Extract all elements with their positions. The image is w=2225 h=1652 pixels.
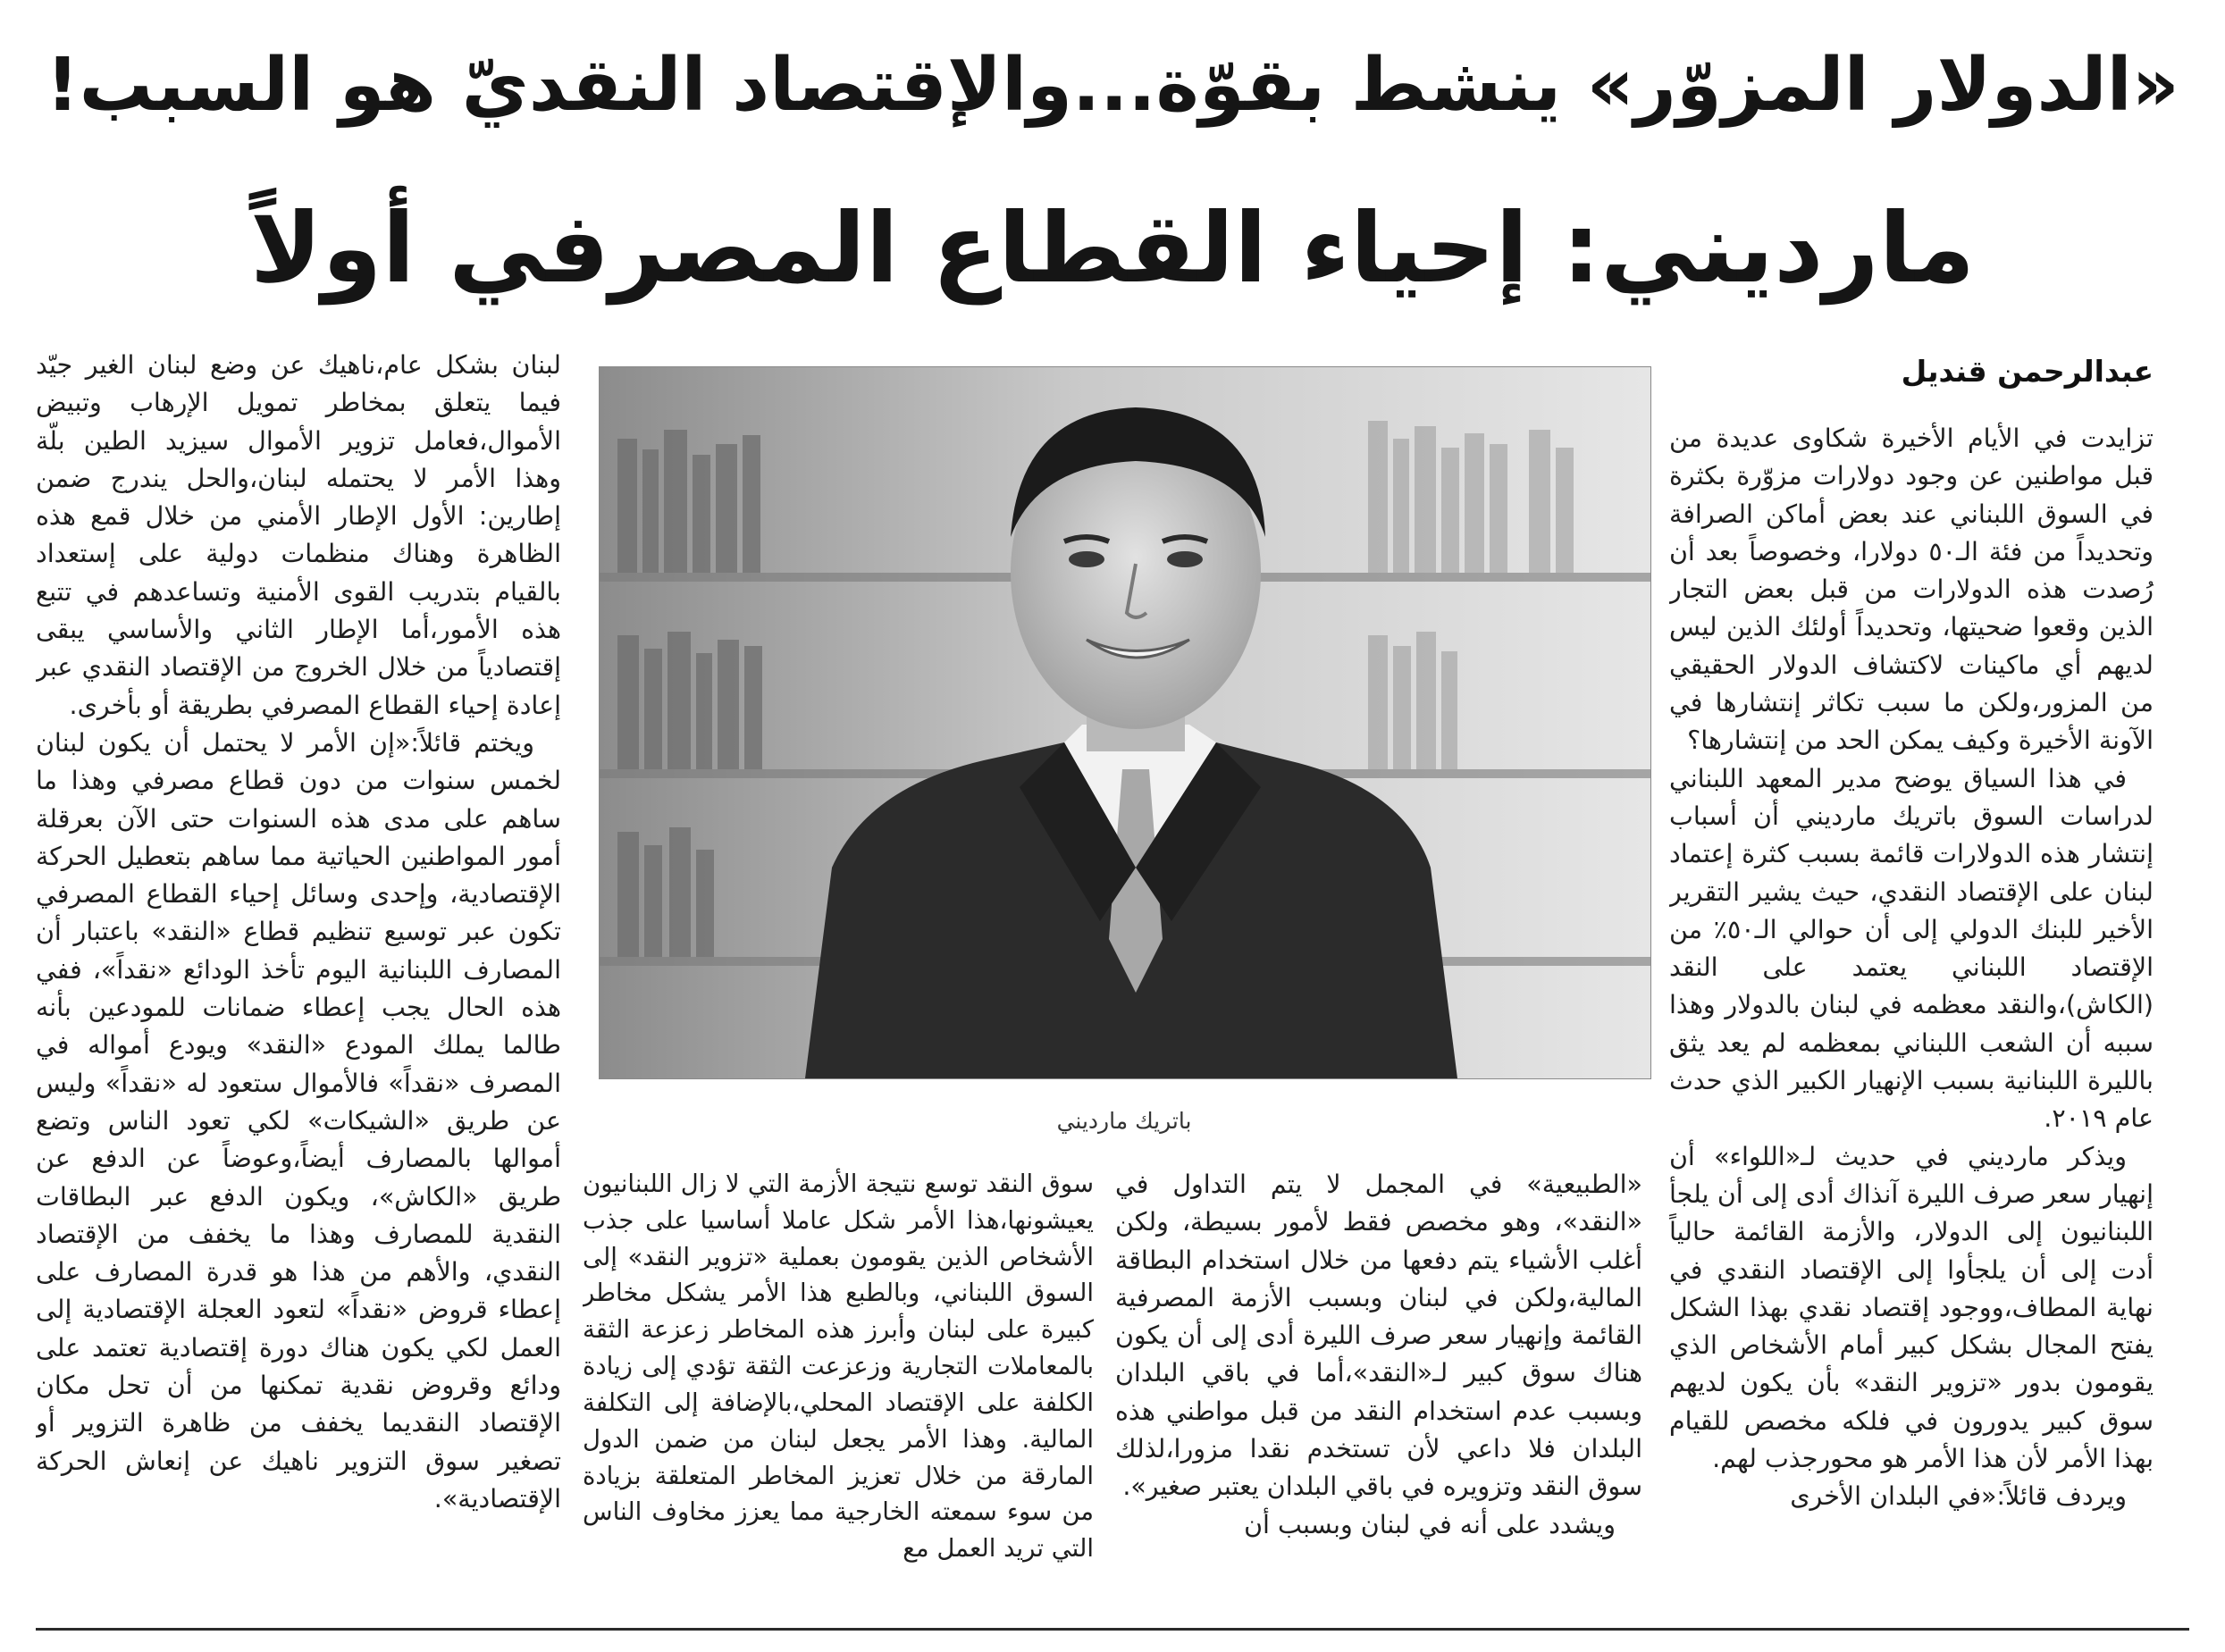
paragraph: ويختم قائلاً:«إن الأمر لا يحتمل أن يكون لبنان لخمس سنوات من دون قطاع مصرفي وهذا ما ساهم على مدى هذه السنوات حتى الآن بعرقلة أمور المواطنين الحياتية مما ساهم بتعطيل الحركة الإقتصادية، وإحدى وسائل إحياء القطاع المصرفي تكون عبر توسيع تنظيم قطاع «النقد» باعتبار أن المصارف اللبنانية اليوم تأخذ الودائع «نقداً»، ففي هذه الحال يجب إعطاء ضمانات للمودعين بأنه طالما يملك المودع «النقد» ويودع أمواله في المصرف «نقداً» فالأموال ستعود له «نقداً» وليس عن طريق «الشيكات» لكي تعود الناس وتضع أموالها بالمصارف أيضاً،وعوضاً عن الدفع عن طريق «الكاش»، ويكون الدفع عبر البطاقات النقدية للمصارف وهذا ما يخفف من الإقتصاد النقدي، والأهم من هذا هو قدرة المصارف على إعطاء قروض «نقداً» لتعود العجلة الإقتصادية إلى العمل لكي يكون هناك دورة إقتصادية تعتمد على ودائع وقروض نقدية تمكنها من أن تحل مكان الإقتصاد النقديما يخفف من ظاهرة التزوير أو تصغير سوق التزوير ناهيك عن إنعاش الحركة الإقتصادية». xyxy=(36,727,561,1514)
photo-caption: باتريك مارديني xyxy=(1056,1108,1192,1134)
paragraph: ويشدد على أنه في لبنان وبسبب أن xyxy=(1244,1509,1616,1539)
paragraph: «الطبيعية» في المجمل لا يتم التداول في «النقد»، وهو مخصص فقط لأمور بسيطة، ولكن أغلب الأشياء يتم دفعها من خلال استخدام البطاقة المالية،ولكن في لبنان وبسبب الأزمة المصرفية القائمة وإنهيار سعر صرف الليرة أدى إلى أن يكون هناك سوق كبير لـ«النقد»،أما في باقي البلدان وبسبب عدم استخدام النقد من قبل مواطني هذه البلدان فلا داعي لأن تستخدم نقدا مزورا،لذلك سوق النقد وتزويره في باقي البلدان يعتبر صغير». xyxy=(1115,1170,1642,1502)
paragraph: تزايدت في الأيام الأخيرة شكاوى عديدة من قبل مواطنين عن وجود دولارات مزوّرة بكثرة في السوق اللبناني عند بعض أماكن الصرافة وتحديداً من فئة الـ٥٠ دولارا، وخصوصاً بعد أن رُصدت هذه الدولارات من قبل بعض التجار الذين وقعوا ضحيتها، وتحديداً أولئك الذين ليس لديهم أي ماكينات لاكتشاف الدولار الحقيقي من المزور،ولكن ما سبب تكاثر إنتشارها في الآونة الأخيرة وكيف يمكن الحد من إنتشارها؟ xyxy=(1669,423,2154,756)
article-column-left xyxy=(36,347,561,1583)
paragraph: سوق النقد توسع نتيجة الأزمة التي لا زال اللبنانيون يعيشونها،هذا الأمر شكل عاملا أساسيا على جذب الأشخاص الذين يقومون بعملية «تزوير النقد» إلى السوق اللبناني، وبالطبع هذا الأمر يشكل مخاطر كبيرة على لبنان وأبرز هذه المخاطر زعزعة الثقة بالمعاملات التجارية وزعزعت الثقة تؤدي إلى زيادة الكلفة على الإقتصاد المحلي،بالإضافة إلى التكلفة المالية. وهذا الأمر يجعل لبنان من ضمن الدول المارقة من خلال تعزيز المخاطر المتعلقة بزيادة من سوء سمعته الخارجية مما يعزز مخاوف الناس التي تريد العمل مع xyxy=(583,1170,1094,1564)
portrait-photo xyxy=(599,366,1651,1079)
paragraph: في هذا السياق يوضح مدير المعهد اللبناني لدراسات السوق باتريك مارديني أن أسباب إنتشار هذه الدولارات قائمة بسبب كثرة إعتماد لبنان على الإقتصاد النقدي، حيث يشير التقرير الأخير للبنك الدولي إلى أن حوالي الـ٥٠٪ من الإقتصاد اللبناني يعتمد على النقد (الكاش)،والنقد معظمه في لبنان بالدولار وهذا سببه أن الشعب اللبناني بمعظمه لم يعد يثق بالليرة اللبنانية بسبب الإنهيار الكبير الذي حدث عام ٢٠١٩. xyxy=(1669,763,2154,1134)
article-column-mid-left xyxy=(583,1166,1094,1583)
headline-line-1: «الدولار المزوّر» ينشط بقوّة...والإقتصاد النقديّ هو السبب! xyxy=(46,43,2179,128)
page-bottom-rule xyxy=(36,1628,2189,1631)
paragraph: ويردف قائلاً:«في البلدان الأخرى xyxy=(1790,1481,2127,1512)
portrait-illustration xyxy=(600,367,1650,1078)
author-byline: عبدالرحمن قنديل xyxy=(1901,354,2154,389)
paragraph: لبنان بشكل عام،ناهيك عن وضع لبنان الغير جيّد فيما يتعلق بمخاطر تمويل الإرهاب وتبيض الأموال،فعامل تزوير الأموال سيزيد الطين بلّة وهذا الأمر لا يحتمله لبنان،والحل يندرج ضمن إطارين: الأول الإطار الأمني من خلال قمع هذه الظاهرة وهناك منظمات دولية على إستعداد بالقيام بتدريب القوى الأمنية وتساعدهم في تتبع هذه الأمور،أما الإطار الثاني والأساسي يبقى إقتصادياً من خلال الخروج من الإقتصاد النقدي عبر إعادة إحياء القطاع المصرفي بطريقة أو بأخرى. xyxy=(36,350,561,720)
article-column-right xyxy=(1669,420,2154,1583)
paragraph: ويذكر مارديني في حديث لـ«اللواء» أن إنهيار سعر صرف الليرة آنذاك أدى إلى أن يلجأ اللبنانيون إلى الدولار، والأزمة القائمة حالياً أدت إلى أن يلجأوا إلى الإقتصاد النقدي في نهاية المطاف،ووجود إقتصاد نقدي بهذا الشكل يفتح المجال بشكل كبير أمام الأشخاص الذي يقومون بدور «تزوير النقد» بأن يكون لديهم سوق كبير يدورون في فلكه مخصص للقيام بهذا الأمر لأن هذا الأمر هو محورجذب لهم. xyxy=(1669,1141,2154,1474)
headline-line-2: مارديني: إحياء القطاع المصرفي أولاً xyxy=(249,193,1976,305)
article-column-mid-right xyxy=(1115,1166,1642,1583)
